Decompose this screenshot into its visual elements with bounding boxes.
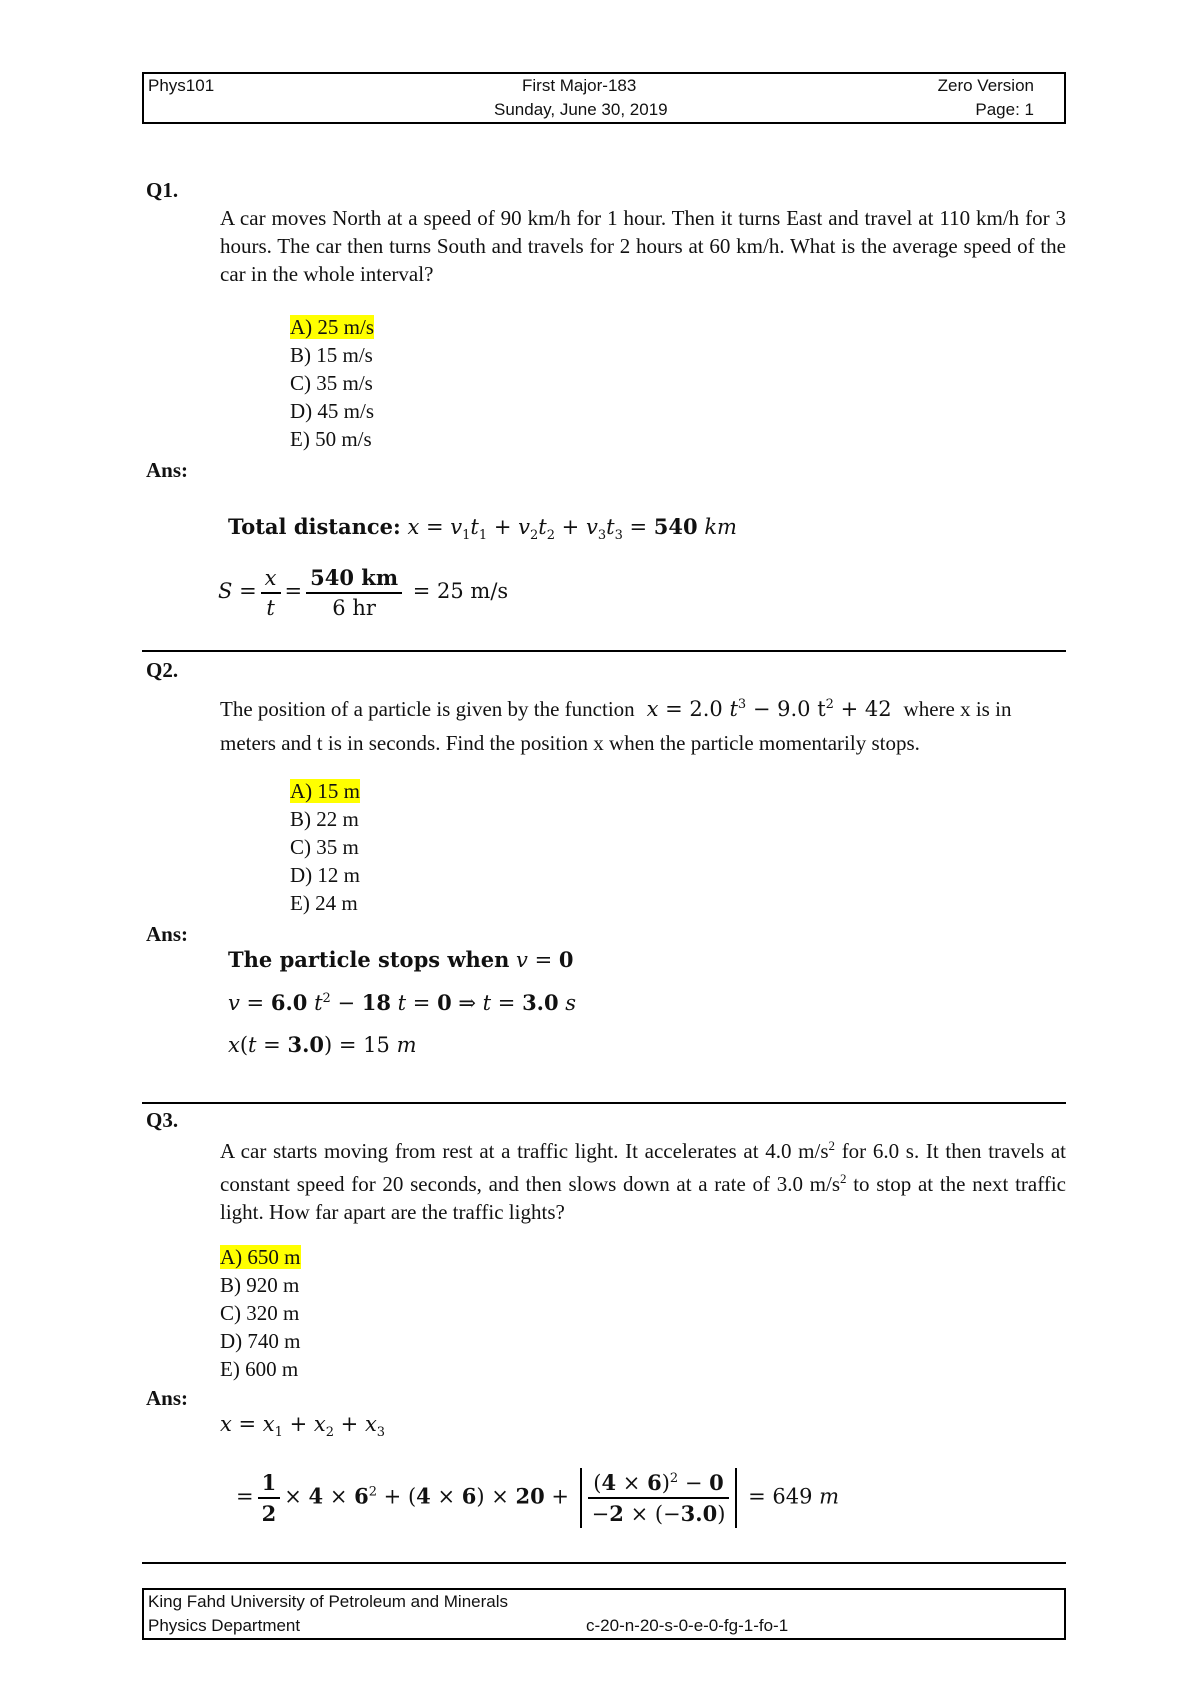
header-date: Sunday, June 30, 2019 [494, 100, 668, 119]
q1-option-d: D) 45 m/s [290, 399, 374, 423]
footer-code: c-20-n-20-s-0-e-0-fg-1-fo-1 [586, 1616, 789, 1635]
q2-option-c: C) 35 m [290, 835, 359, 859]
header-version: Zero Version [937, 76, 1034, 95]
footer-university: King Fahd University of Petroleum and Minerals [148, 1592, 508, 1611]
q3-solution-line1: $x = x_1 + x_2 + x_3$ [220, 1412, 386, 1441]
divider-2 [142, 1102, 1066, 1104]
divider-3 [142, 1562, 1066, 1564]
q2-option-e: E) 24 m [290, 891, 358, 915]
q3-option-d: D) 740 m [220, 1329, 301, 1353]
q3-option-c: C) 320 m [220, 1301, 300, 1325]
q3-label: Q3. [146, 1108, 179, 1132]
q2-option-d: D) 12 m [290, 863, 360, 887]
q2-option-a: A) 15 m [290, 779, 360, 803]
q3-solution-line2: = $\frac{1}{2}$ × $4 \times 6^2 + (4 \times 6) \times 20$ + $\frac{(4 \times 6)^2 - 0}{-2 \times (-3.0)}$ = 649 m [236, 1470, 840, 1526]
q1-option-e: E) 50 m/s [290, 427, 372, 451]
q3-text: A car starts moving from rest at a traffic light. It accelerates at 4.0 $m/s^2$ for 6.0 s. It then travels at constant speed for 20 seconds, and then slows down at a rate of 3.0 $m/s^2$ to stop at the next traffic light. How far apart are the traffic lights? [220, 1138, 1067, 1224]
q2-solution-line1: The particle stops when v = 0 [228, 947, 574, 972]
q3-option-e: E) 600 m [220, 1357, 299, 1381]
q2-option-b: B) 22 m [290, 807, 359, 831]
header-course: Phys101 [148, 76, 215, 95]
header-page: Page: 1 [975, 100, 1034, 119]
q1-solution-line2: S = $\frac{x}{t}$ = $\frac{540 km}{6 hr}$ = 25 m/s [218, 565, 509, 620]
q1-option-a: A) 25 m/s [290, 315, 374, 339]
q1-label: Q1. [146, 178, 179, 202]
q2-ans-label: Ans: [146, 922, 189, 946]
divider-1 [142, 650, 1066, 652]
q1-text: A car moves North at a speed of 90 km/h for 1 hour. Then it turns East and travel at 110 km/h for 3 hours. The car then turns South and travels for 2 hours at 60 km/h. What is the average speed of the car in the whole interval? [220, 206, 1066, 286]
q1-ans-label: Ans: [146, 458, 189, 482]
q3-option-b: B) 920 m [220, 1273, 300, 1297]
q1-solution-line1: Total distance: $x = v_1t_1 + v_2t_2 + v_3t_3 = 540$ km [228, 514, 737, 544]
q2-label: Q2. [146, 658, 179, 682]
page-footer [142, 1588, 1066, 1640]
footer-department: Physics Department [148, 1616, 301, 1635]
q2-solution-line3: x(t = 3.0) = 15 m [228, 1032, 417, 1057]
page-header [142, 72, 1066, 124]
q3-option-a: A) 650 m [220, 1245, 301, 1269]
q2-solution-line2: v = 6.0 $t^2 - 18$ t = 0 ⇒ t = 3.0 s [228, 990, 577, 1015]
header-exam: First Major-183 [522, 76, 637, 95]
q1-option-c: C) 35 m/s [290, 371, 373, 395]
q3-ans-label: Ans: [146, 1386, 189, 1410]
q2-text: The position of a particle is given by the function x = 2.0 $t^3 - 9.0$ $t^2 + 42$ where x is in meters and t is in seconds. Find the position x when the particle momentarily stops. [220, 697, 1012, 755]
q1-option-b: B) 15 m/s [290, 343, 373, 367]
